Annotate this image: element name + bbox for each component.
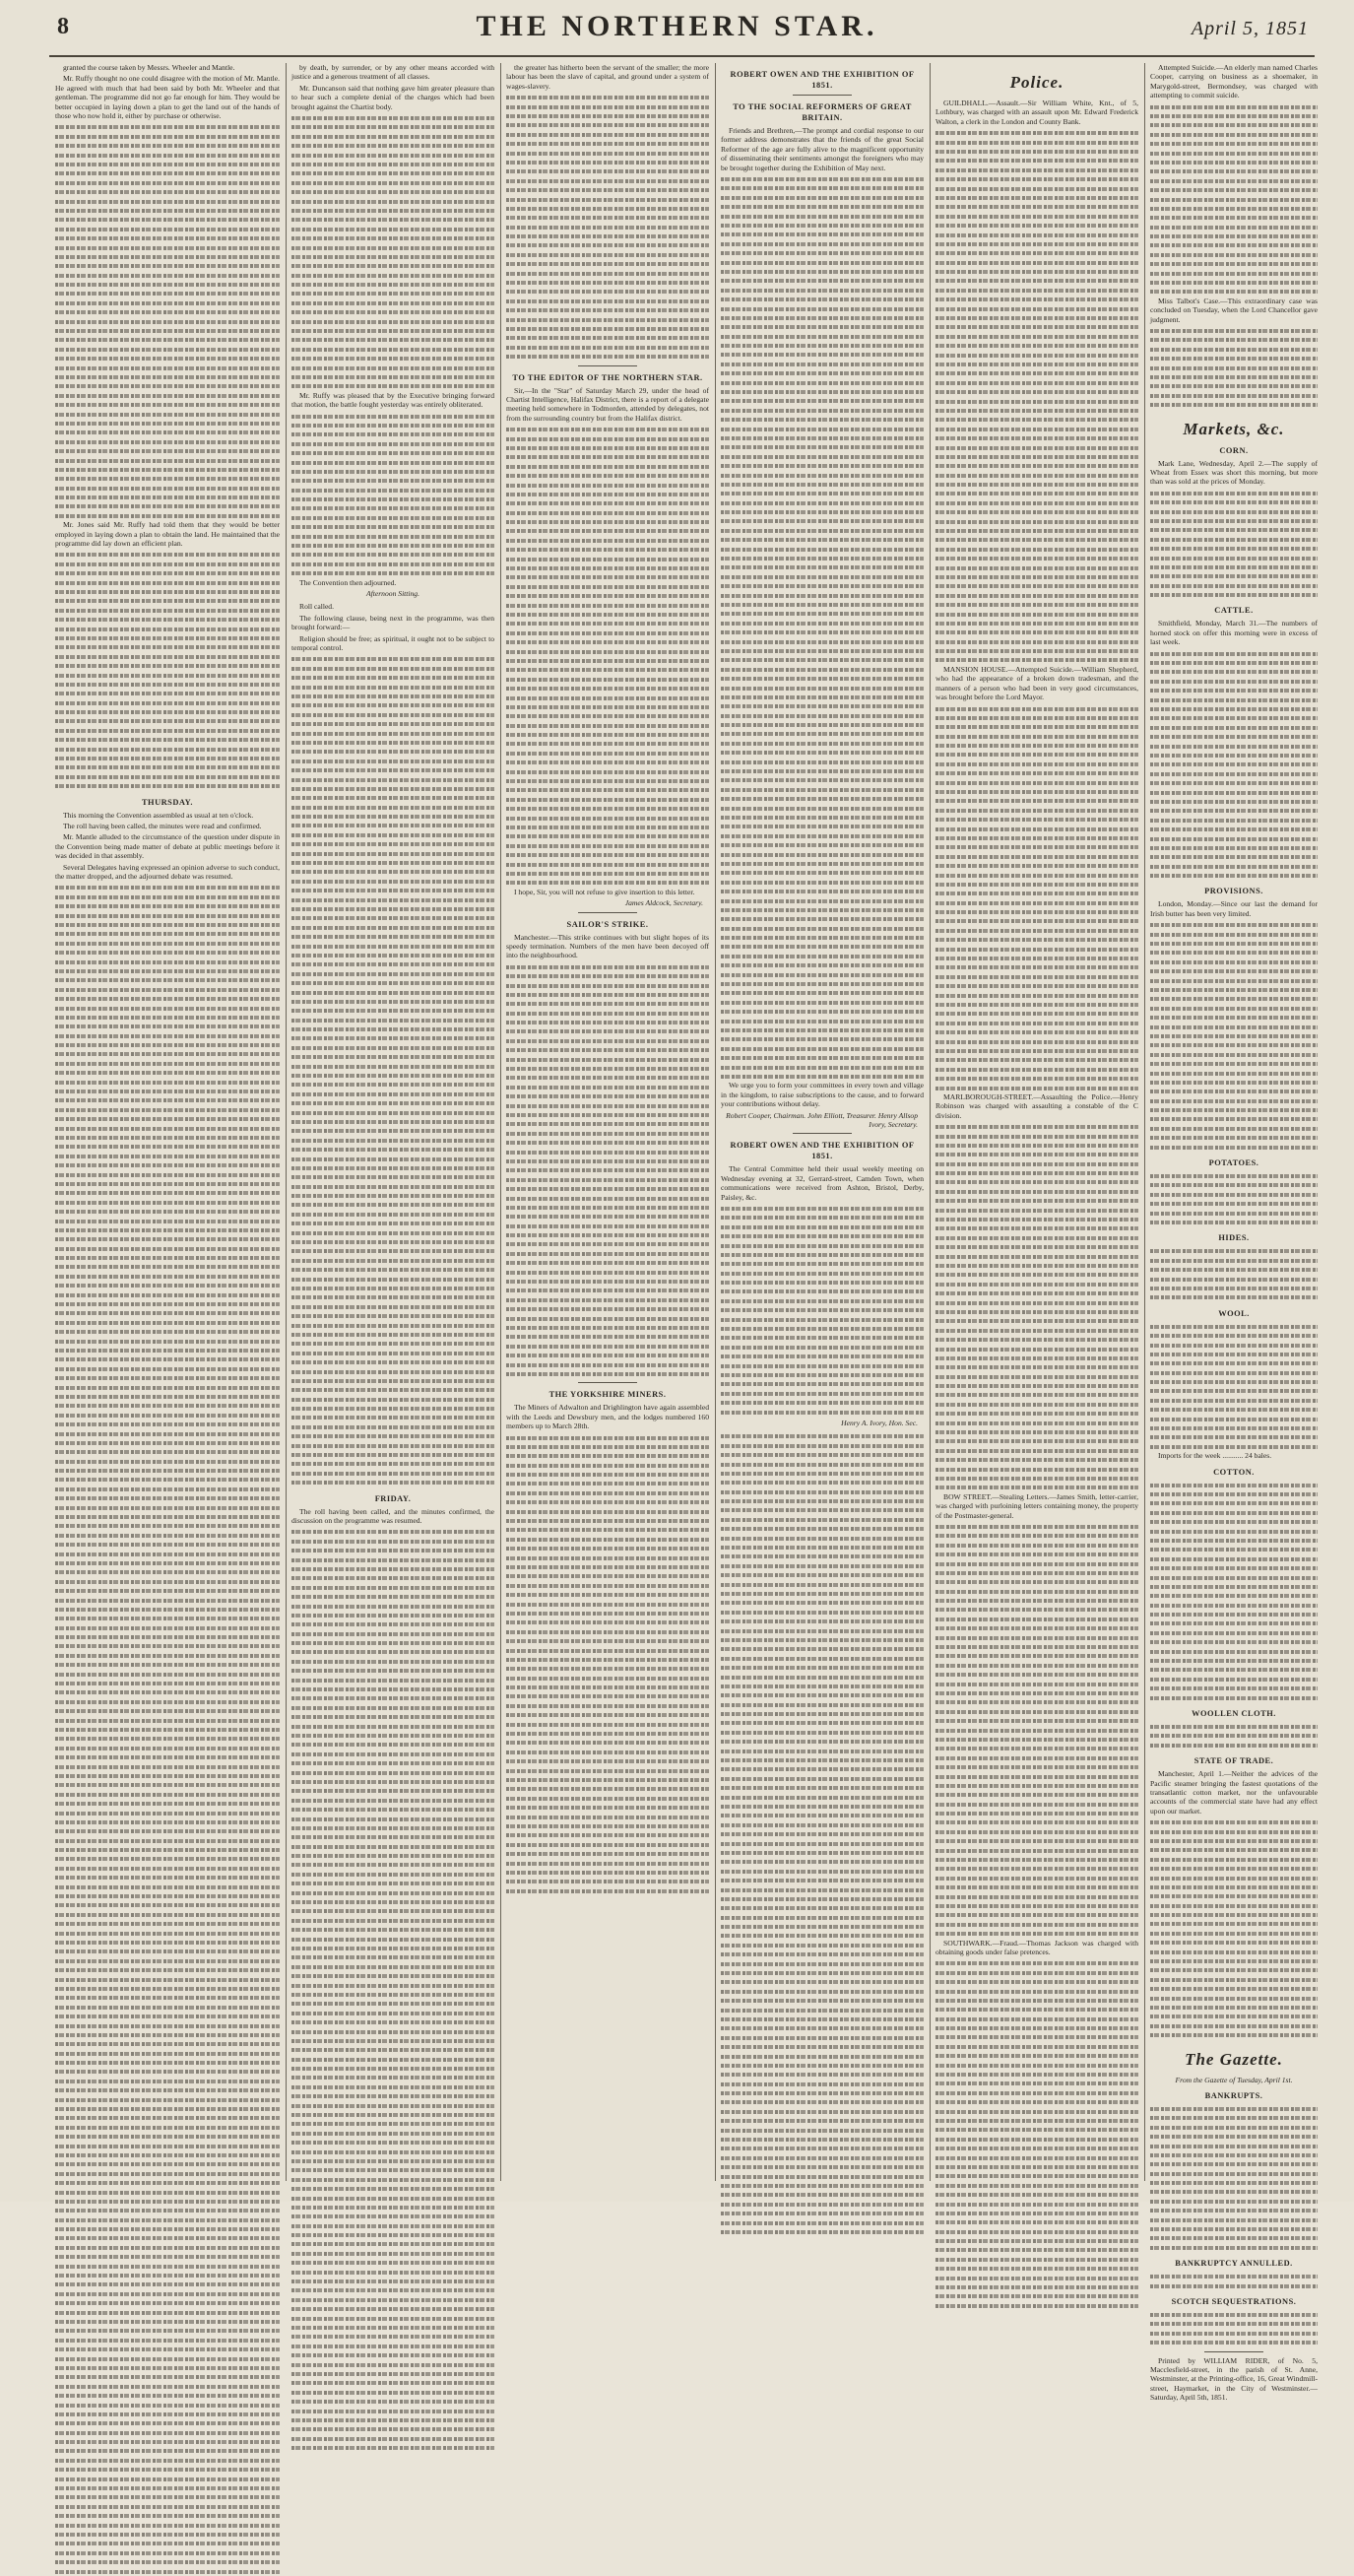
issue-date: April 5, 1851: [1191, 18, 1309, 39]
column-rule: [1144, 63, 1145, 2181]
column-1: [55, 63, 280, 2181]
article-subheading: TO THE SOCIAL REFORMERS OF GREAT BRITAIN.: [733, 102, 912, 122]
article-heading: THE YORKSHIRE MINERS.: [548, 1390, 667, 1400]
article-heading: SAILOR'S STRIKE.: [566, 919, 649, 929]
article-paragraph: The Miners of Adwalton and Drighlington have again assembled with the Leeds and Dewsbury men, and the lodges numbered 160 members up to March 28th.: [506, 1403, 709, 1431]
signature: Henry A. Ivory, Hon. Sec.: [841, 1418, 918, 1427]
text-block: [1150, 1722, 1318, 1750]
text-block: [935, 704, 1138, 1092]
gazette-heading-bankrupts: BANKRUPTS.: [1204, 2090, 1263, 2100]
article-paragraph: The Central Committee held their usual weekly meeting on Wednesday evening at 32, Gerrard-street, Camden Town, when communications were received from Ashton, Bristol, Derby, Paisley, &c.: [721, 1164, 924, 1202]
signature-block: Robert Cooper, Chairman. John Elliott, Treasurer. Henry Allsop Ivory, Secretary.: [726, 1110, 918, 1129]
gazette-heading-annulled: BANKRUPTCY ANNULLED.: [1175, 2259, 1293, 2269]
market-heading-provisions: PROVISIONS.: [1204, 887, 1263, 896]
text-block: [1150, 1246, 1318, 1301]
article-paragraph: MARLBOROUGH-STREET.—Assaulting the Police.—Henry Robinson was charged with assaulting a constable of the C division.: [935, 1091, 1138, 1120]
article-paragraph: Mr. Duncanson said that nothing gave him greater pleasure than to hear such a complete denial of the charges which had been brought against the Chartist body.: [291, 83, 494, 111]
article-paragraph: Religion should be free; as spiritual, it ought not to be subject to temporal control.: [291, 633, 494, 653]
market-heading-potatoes: POTATOES.: [1208, 1158, 1259, 1168]
imports-line: Imports for the week ........... 24 bales.: [1158, 1451, 1272, 1461]
article-paragraph: We urge you to form your committees in every town and village in the kingdom, to raise subscriptions to the cause, and to forward your contributions without delay.: [721, 1081, 924, 1109]
gazette-subheading: From the Gazette of Tuesday, April 1st.: [1175, 2075, 1293, 2084]
section-heading: THURSDAY.: [141, 797, 194, 807]
column-rule: [500, 63, 501, 2181]
article-heading: ROBERT OWEN AND THE EXHIBITION OF 1851.: [730, 70, 915, 90]
divider: [1204, 2351, 1263, 2352]
article-paragraph: GUILDHALL.—Assault.—Sir William White, Knt., of 5, Lothbury, was charged with an assault upon Mr. Edward Frederick Walton, a clerk in the London and County Bank.: [935, 99, 1138, 126]
gazette-heading-scotch: SCOTCH SEQUESTRATIONS.: [1171, 2296, 1297, 2306]
text-block: [1150, 2272, 1318, 2290]
section-heading: FRIDAY.: [374, 1493, 412, 1503]
article-paragraph: granted the course taken by Messrs. Wheeler and Mantle.: [63, 63, 235, 72]
article-paragraph: Attempted Suicide.—An elderly man named Charles Cooper, carrying on business as a shoemaker, in Marygold-street, Bermondsey, was charged with attempting to commit suicide.: [1150, 63, 1318, 100]
article-paragraph: Manchester.—This strike continues with but slight hopes of its speedy termination. Numbers of the men have been decoyed off into the neighbourhood.: [506, 932, 709, 960]
divider: [793, 95, 852, 96]
column-rule: [715, 63, 716, 2181]
text-block: [506, 425, 709, 888]
text-block: [935, 1122, 1138, 1492]
text-block: [935, 1522, 1138, 1939]
article-paragraph: Mr. Ruffy thought no one could disagree with the motion of Mr. Mantle. He agreed with much that had been said by both Mr. Wheeler and that gentleman. The programme did not go far enough for him. They would be better occupied in laying down a plan to get the land out of the hands of those who now hold it, either by purchase or otherwise.: [55, 74, 280, 121]
text-block: [291, 654, 494, 1486]
text-block: [935, 1958, 1138, 2310]
article-paragraph: This morning the Convention assembled as usual at ten o'clock.: [63, 810, 254, 820]
market-heading-hides: HIDES.: [1218, 1233, 1250, 1243]
column-3: [506, 63, 709, 2181]
market-heading-wool: WOOL.: [1218, 1308, 1250, 1318]
text-block: [1150, 1481, 1318, 1702]
article-paragraph: The Convention then adjourned.: [299, 577, 397, 587]
newspaper-title: THE NORTHERN STAR.: [476, 10, 878, 42]
article-paragraph: Several Delegates having expressed an opinion adverse to such conduct, the matter dropped, and the adjourned debate was resumed.: [55, 862, 280, 882]
column-6: [1150, 63, 1318, 2403]
divider: [578, 365, 637, 366]
section-heading-trade: STATE OF TRADE.: [1193, 1756, 1274, 1766]
column-5: [935, 63, 1138, 2181]
text-block: [1150, 2104, 1318, 2252]
article-heading: ROBERT OWEN AND THE EXHIBITION OF 1851.: [730, 1141, 915, 1161]
article-paragraph: Smithfield, Monday, March 31.—The numbers of horned stock on offer this morning were in excess of last week.: [1150, 619, 1318, 647]
printer-imprint: Printed by WILLIAM RIDER, of No. 5, Macclesfield-street, in the parish of St. Anne, Westminster, at the Printing-office, 16, Great Windmill-street, Haymarket, in the City of Westminster.—Saturday, April 5th, 1851.: [1150, 2355, 1318, 2403]
divider: [793, 1133, 852, 1134]
article-paragraph: The roll having been called, the minutes were read and confirmed.: [63, 822, 262, 831]
text-block: [1150, 1171, 1318, 1226]
article-paragraph: MANSION HOUSE.—Attempted Suicide.—William Shepherd, who had the appearance of a broken down tradesman, and the manners of a person who had been in very good circumstances, was brought before the Lord Mayor.: [935, 664, 1138, 702]
article-paragraph: Mr. Mantle alluded to the circumstance of the question under dispute in the Convention being made matter of debate at public meetings before it was decided in that assembly.: [55, 832, 280, 861]
market-heading-cotton: COTTON.: [1213, 1467, 1255, 1477]
article-heading: TO THE EDITOR OF THE NORTHERN STAR.: [512, 372, 703, 382]
text-block: [1150, 102, 1318, 297]
column-4: [721, 63, 924, 2181]
text-block: [721, 1431, 924, 2236]
text-block: [506, 93, 709, 361]
text-block: [291, 113, 494, 391]
text-block: [1150, 2310, 1318, 2347]
text-block: [1150, 1817, 1318, 2039]
divider: [578, 912, 637, 913]
text-block: [935, 128, 1138, 665]
market-heading-corn: CORN.: [1219, 445, 1249, 455]
article-paragraph: The roll having been called, and the minutes confirmed, the discussion on the programme was resumed.: [291, 1506, 494, 1525]
market-heading-woollen-cloth: WOOLLEN CLOTH.: [1192, 1708, 1276, 1718]
section-heading-gazette: The Gazette.: [1185, 2049, 1283, 2069]
article-paragraph: The following clause, being next in the programme, was then brought forward:—: [291, 613, 494, 632]
text-block: [291, 1527, 494, 2452]
signature: James Aldcock, Secretary.: [624, 898, 703, 908]
article-paragraph: the greater has hitherto been the servant of the smaller; the more labour has been the slave of capital, and ground under a system of wages-slavery.: [506, 63, 709, 91]
article-paragraph: Mr. Ruffy was pleased that by the Executive bringing forward that motion, the battle fought yesterday was entirely obliterated.: [291, 390, 494, 410]
article-paragraph: I hope, Sir, you will not refuse to give insertion to this letter.: [514, 887, 695, 896]
masthead: [0, 0, 1354, 55]
page-number: 8: [57, 14, 69, 39]
text-block: [55, 122, 280, 520]
article-paragraph: by death, by surrender, or by any other means accorded with justice and a generous treatment of all classes.: [291, 63, 494, 82]
section-subheading: Afternoon Sitting.: [366, 589, 419, 598]
text-block: [291, 412, 494, 578]
text-block: [1150, 326, 1318, 410]
column-rule: [930, 63, 931, 2181]
text-block: [1150, 1322, 1318, 1451]
divider: [578, 1382, 637, 1383]
text-block: [721, 174, 924, 1081]
article-paragraph: Friends and Brethren,—The prompt and cordial response to our former address demonstrates that the friends of the great Social Reformer of the age are fully alive to the magnificent opportunity of disseminating their sentiments amongst the foreigners who may be brought together during the Exhibition of May next.: [721, 126, 924, 172]
article-paragraph: Miss Talbot's Case.—This extraordinary case was concluded on Tuesday, when the Lord Chancellor gave judgment.: [1150, 296, 1318, 324]
article-paragraph: Manchester, April 1.—Neither the advices of the Pacific steamer bringing the fastest quotations of the transatlantic cotton market, nor the unfavourable accounts of the commercial state have had any effect upon our market.: [1150, 1769, 1318, 1816]
text-block: [1150, 649, 1318, 881]
market-heading-cattle: CATTLE.: [1214, 606, 1254, 616]
section-heading-police: Police.: [1009, 73, 1064, 92]
masthead-rule: [49, 55, 1315, 57]
text-block: [506, 1433, 709, 1896]
column-2: [291, 63, 494, 2181]
article-paragraph: Roll called.: [299, 602, 335, 612]
text-block: [55, 550, 280, 790]
text-block: [506, 962, 709, 1379]
text-block: [1150, 489, 1318, 600]
section-heading-markets: Markets, &c.: [1183, 419, 1285, 438]
article-paragraph: Sir,—In the "Star" of Saturday March 29, under the head of Chartist Intelligence, Halifax District, there is a report of a delegate meeting held somewhere in Todmorden, attended by delegates, not from the surrounding country but from the Halifax district.: [506, 385, 709, 423]
article-paragraph: London, Monday.—Since our last the demand for Irish butter has been very limited.: [1150, 899, 1318, 918]
article-paragraph: SOUTHWARK.—Fraud.—Thomas Jackson was charged with obtaining goods under false pretences.: [935, 1938, 1138, 1956]
text-block: [721, 1204, 924, 1417]
article-paragraph: Mark Lane, Wednesday, April 2.—The supply of Wheat from Essex was short this morning, but more than was sold at the prices of Monday.: [1150, 458, 1318, 487]
column-rule: [286, 63, 287, 2181]
text-block: [1150, 920, 1318, 1152]
article-paragraph: Mr. Jones said Mr. Ruffy had told them that they would be better employed in laying down a plan to obtain the land. He maintained that the programme did lay down an efficient plan.: [55, 520, 280, 549]
text-block: [55, 883, 280, 2575]
article-paragraph: BOW STREET.—Stealing Letters.—James Smith, letter-carrier, was charged with purloining letters containing money, the property of the Postmaster-general.: [935, 1491, 1138, 1520]
